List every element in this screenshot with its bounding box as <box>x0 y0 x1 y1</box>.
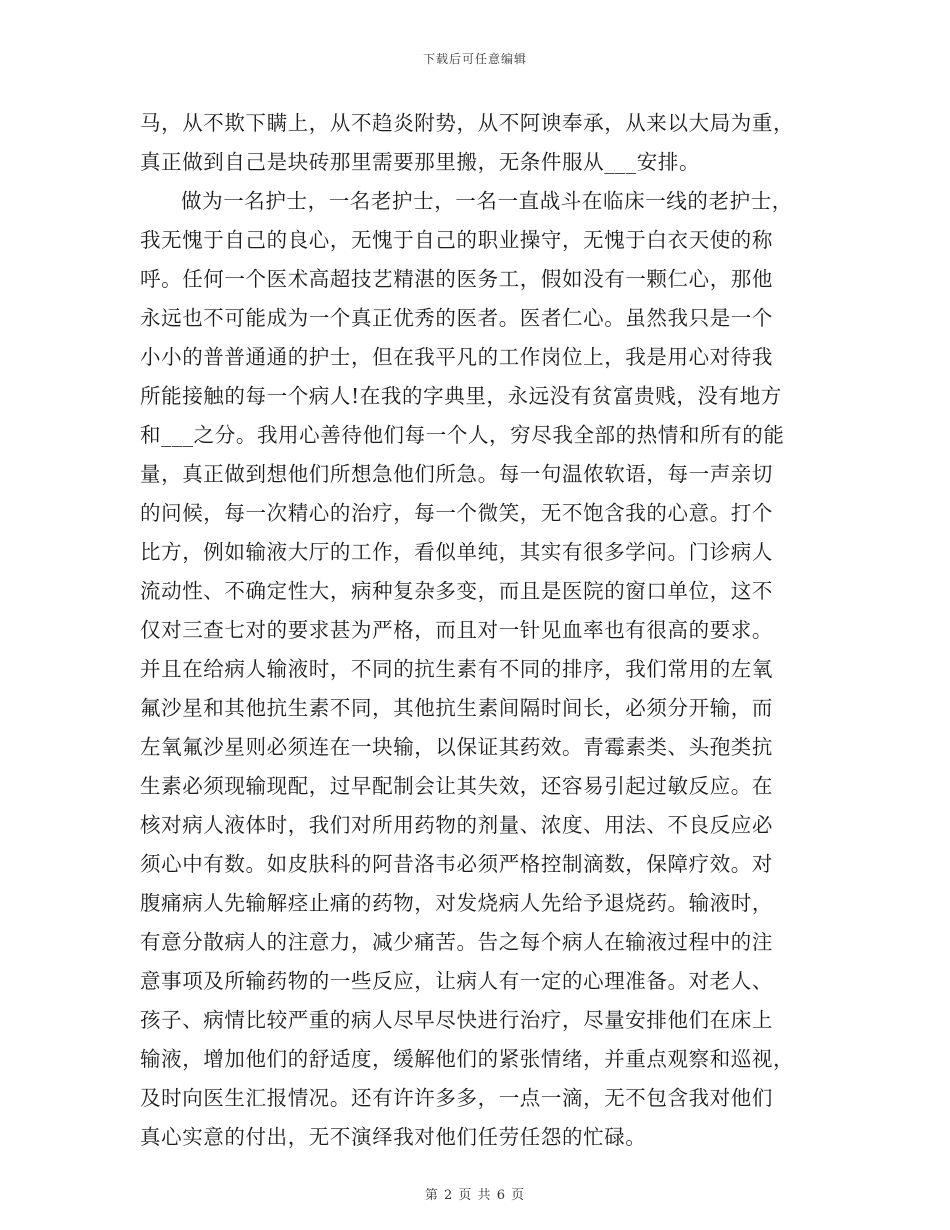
text-line: 所能接触的每一个病人!在我的字典里，永远没有贫富贵贱，没有地方 <box>140 384 782 408</box>
text-line: 永远也不可能成为一个真正优秀的医者。医者仁心。虽然我只是一个 <box>140 306 773 330</box>
text-line: 仅对三查七对的要求甚为严格，而且对一针见血率也有很高的要求。 <box>140 618 773 642</box>
text-line: 及时向医生汇报情况。还有许许多多，一点一滴，无不包含我对他们 <box>140 1086 773 1110</box>
text-line: 孩子、病情比较严重的病人尽早尽快进行治疗，尽量安排他们在床上 <box>140 1008 773 1032</box>
text-line: 生素必须现输现配，过早配制会让其失效，还容易引起过敏反应。在 <box>140 774 773 798</box>
text-line: 流动性、不确定性大，病种复杂多变，而且是医院的窗口单位，这不 <box>140 579 773 603</box>
text-line: 呼。任何一个医术高超技艺精湛的医务工，假如没有一颗仁心，那他 <box>140 267 773 291</box>
paragraph-first-line: 做为一名护士，一名老护士，一名一直战斗在临床一线的老护士， <box>181 189 793 213</box>
text-line: 有意分散病人的注意力，减少痛苦。告之每个病人在输液过程中的注 <box>140 930 773 954</box>
text-line: 须心中有数。如皮肤科的阿昔洛韦必须严格控制滴数，保障疗效。对 <box>140 852 773 876</box>
document-body <box>140 104 810 1157</box>
text-line: 小小的普普通通的护士，但在我平凡的工作岗位上，我是用心对待我 <box>140 345 773 369</box>
text-line: 输液，增加他们的舒适度，缓解他们的紧张情绪，并重点观察和巡视， <box>140 1047 795 1071</box>
page-number-footer: 第 2 页 共 6 页 <box>424 1188 526 1203</box>
text-line: 真心实意的付出，无不演绎我对他们任劳任怨的忙碌。 <box>140 1125 647 1149</box>
text-line: 核对病人液体时，我们对所用药物的剂量、浓度、用法、不良反应必 <box>140 813 773 837</box>
text-line: 马，从不欺下瞒上，从不趋炎附势，从不阿谀奉承，从来以大局为重， <box>140 111 795 135</box>
text-line: 左氧氟沙星则必须连在一块输，以保证其药效。青霉素类、头孢类抗 <box>140 735 773 759</box>
text-line: 我无愧于自己的良心，无愧于自己的职业操守，无愧于白衣天使的称 <box>140 228 773 252</box>
text-line: 意事项及所输药物的一些反应，让病人有一定的心理准备。对老人、 <box>140 969 773 993</box>
text-line: 腹痛病人先输解痉止痛的药物，对发烧病人先给予退烧药。输液时， <box>140 891 773 915</box>
text-line: 真正做到自己是块砖那里需要那里搬，无条件服从___安排。 <box>140 150 701 174</box>
text-line: 比方，例如输液大厅的工作，看似单纯，其实有很多学问。门诊病人 <box>140 540 773 564</box>
text-line: 氟沙星和其他抗生素不同，其他抗生素间隔时间长，必须分开输，而 <box>140 696 773 720</box>
text-line: 和___之分。我用心善待他们每一个人，穷尽我全部的热情和所有的能 <box>140 423 785 447</box>
text-line: 量，真正做到想他们所想急他们所急。每一句温侬软语，每一声亲切 <box>140 462 773 486</box>
text-line: 的问候，每一次精心的治疗，每一个微笑，无不饱含我的心意。打个 <box>140 501 773 525</box>
text-line: 并且在给病人输液时，不同的抗生素有不同的排序，我们常用的左氧 <box>140 657 773 681</box>
page-header: 下载后可任意编辑 <box>422 52 527 66</box>
